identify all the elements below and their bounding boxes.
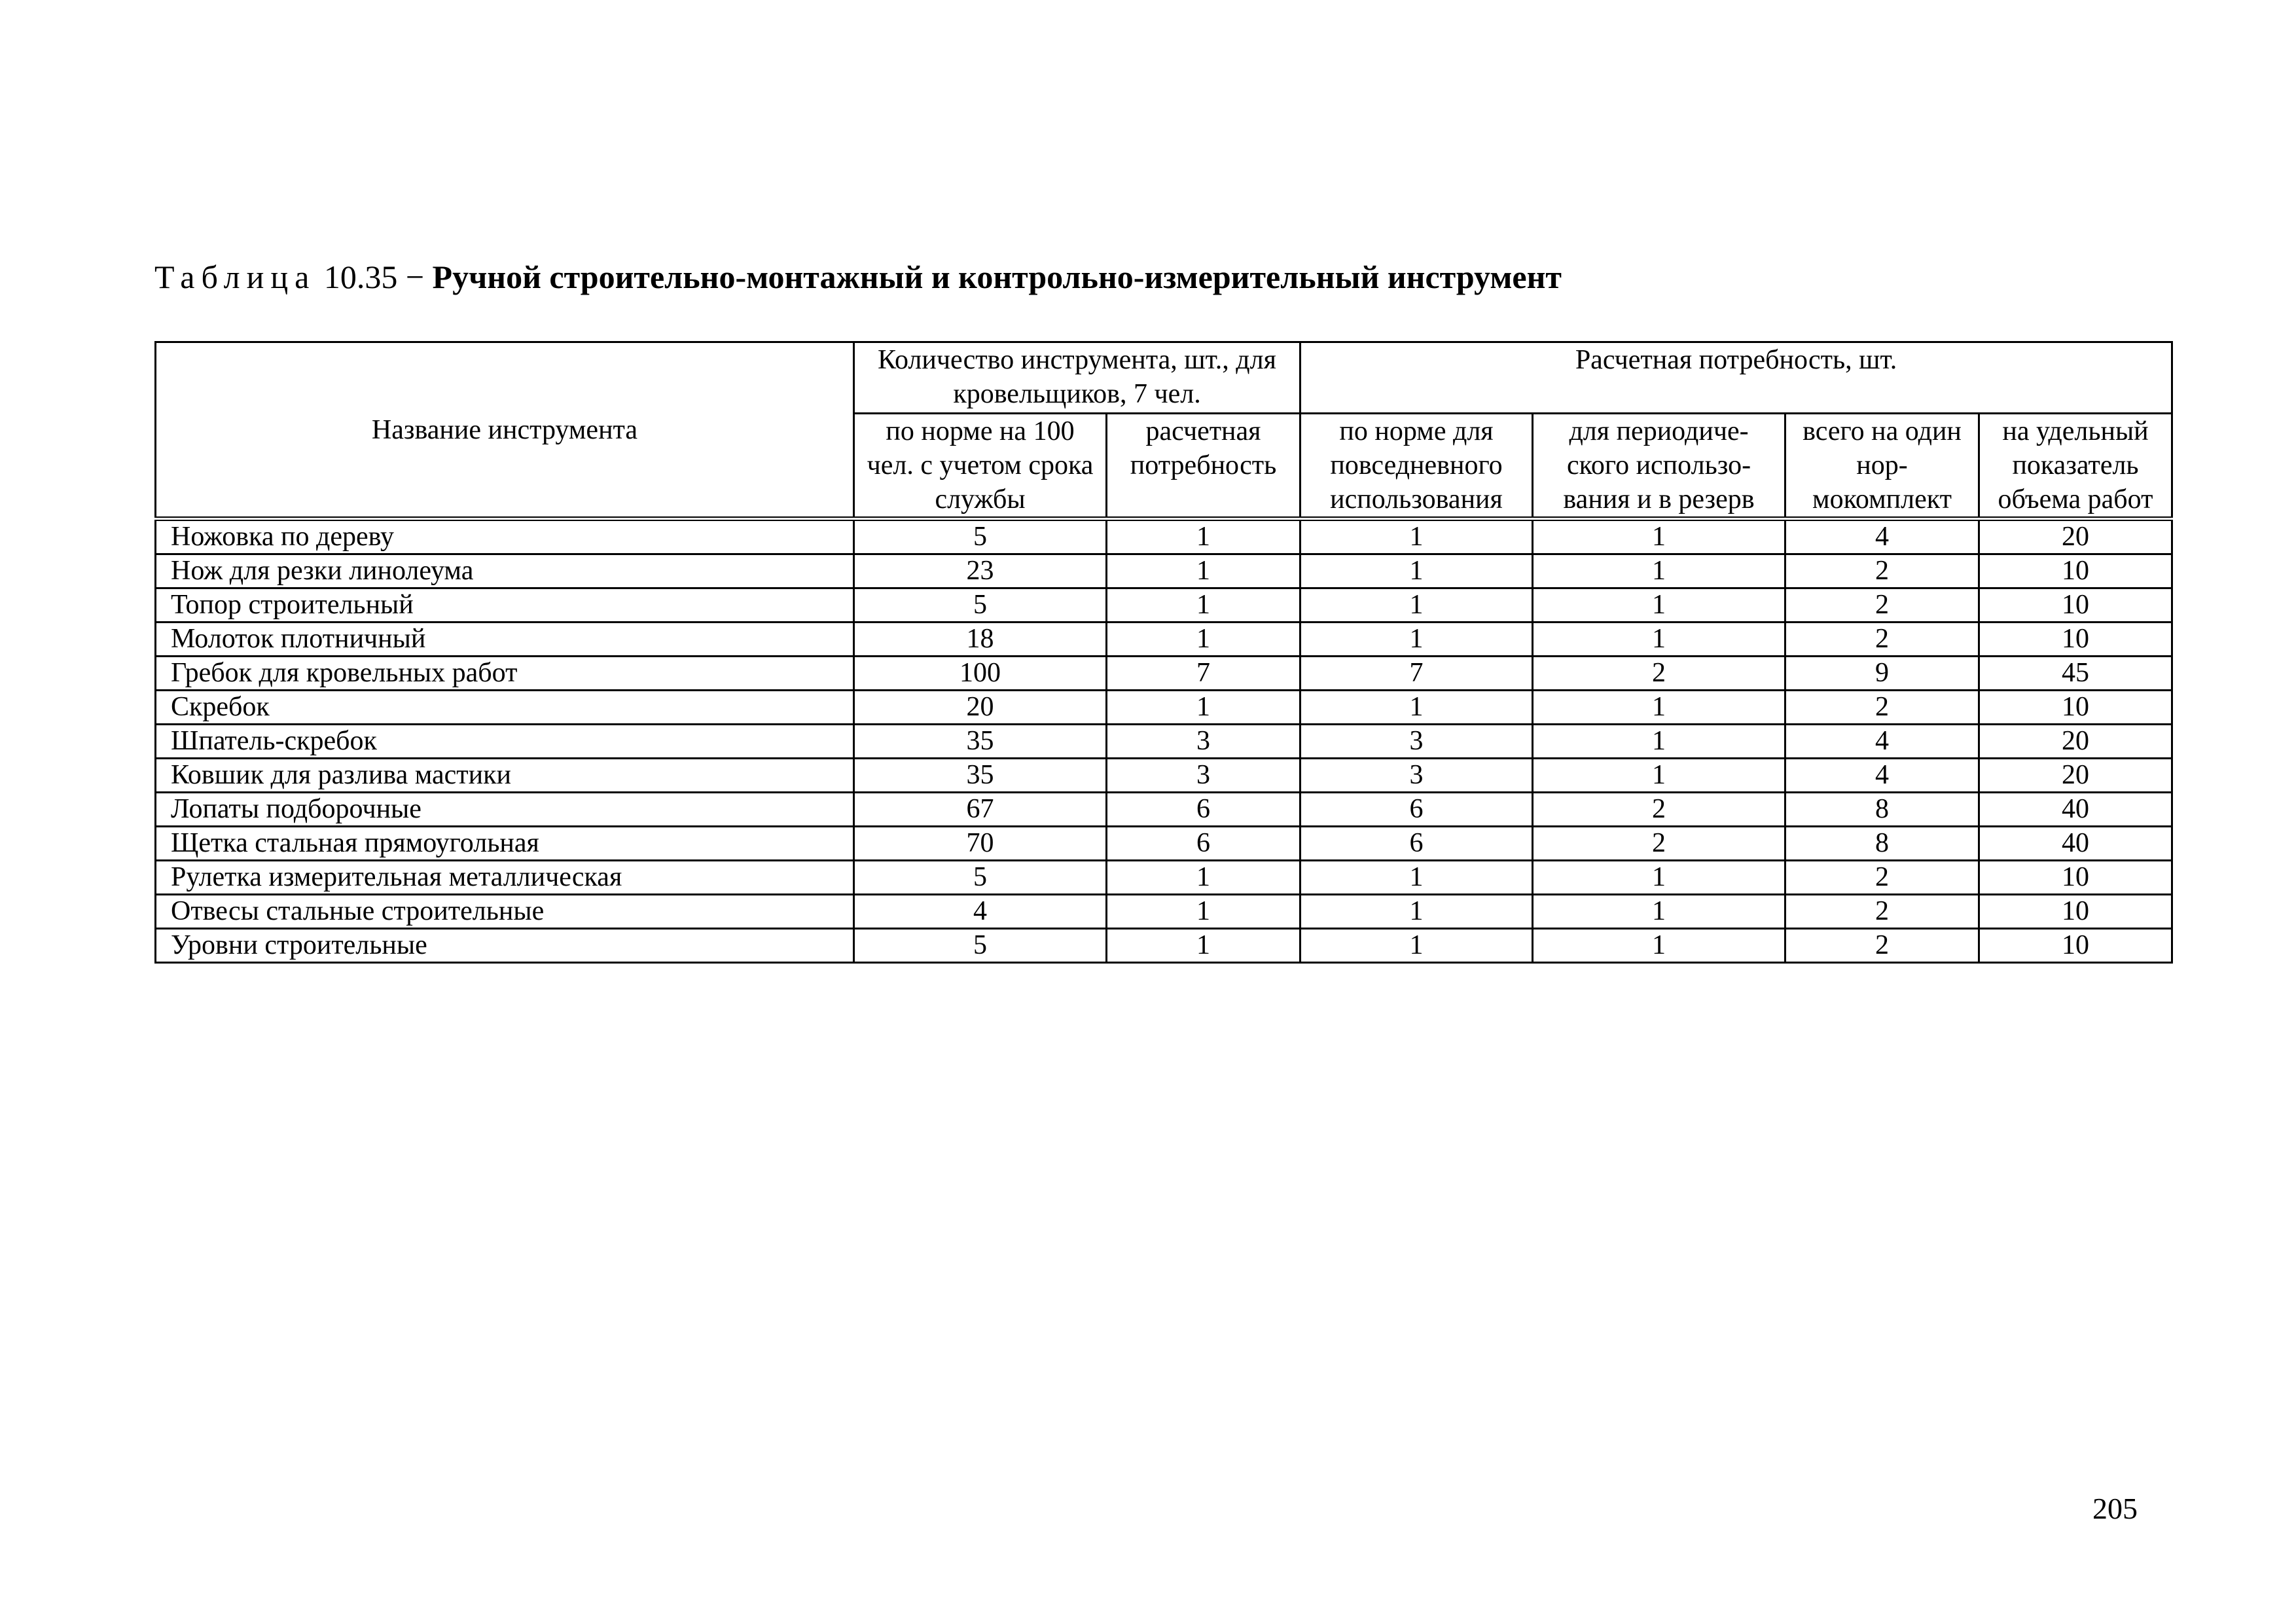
value-cell: 1	[1107, 691, 1300, 725]
tool-name-cell: Топор строительный	[156, 588, 854, 623]
header-total-per-set: всего на один нор-мокомплект	[1785, 414, 1979, 519]
value-cell: 10	[1979, 623, 2172, 657]
tool-name-cell: Шпатель-скребок	[156, 725, 854, 759]
table-caption-title: Ручной строительно-монтажный и контрольно-измерительный инструмент	[432, 259, 1562, 295]
value-cell: 6	[1107, 793, 1300, 827]
value-cell: 4	[1785, 759, 1979, 793]
value-cell: 5	[854, 588, 1107, 623]
table-caption-prefix: Таблица	[154, 259, 316, 295]
table-row	[156, 588, 2172, 623]
value-cell: 2	[1533, 657, 1785, 691]
value-cell: 1	[1300, 691, 1533, 725]
value-cell: 8	[1785, 793, 1979, 827]
value-cell: 2	[1533, 793, 1785, 827]
header-calculated-need: расчетная потребность	[1107, 414, 1300, 519]
value-cell: 10	[1979, 929, 2172, 963]
header-group-quantity: Количество инструмента, шт., для кровельщиков, 7 чел.	[854, 342, 1300, 414]
tool-name-cell: Скребок	[156, 691, 854, 725]
value-cell: 1	[1300, 929, 1533, 963]
value-cell: 9	[1785, 657, 1979, 691]
value-cell: 1	[1300, 519, 1533, 554]
table-row	[156, 827, 2172, 861]
value-cell: 70	[854, 827, 1107, 861]
value-cell: 3	[1300, 759, 1533, 793]
header-daily-use-norm: по норме для повседневного использования	[1300, 414, 1533, 519]
tool-name-cell: Ножовка по дереву	[156, 519, 854, 554]
value-cell: 10	[1979, 861, 2172, 895]
tool-name-cell: Нож для резки линолеума	[156, 554, 854, 588]
value-cell: 6	[1300, 827, 1533, 861]
value-cell: 2	[1785, 588, 1979, 623]
value-cell: 1	[1300, 895, 1533, 929]
table-caption-number: 10.35 −	[323, 259, 425, 295]
table-row	[156, 895, 2172, 929]
value-cell: 10	[1979, 691, 2172, 725]
value-cell: 2	[1785, 861, 1979, 895]
value-cell: 20	[1979, 725, 2172, 759]
value-cell: 1	[1533, 691, 1785, 725]
header-group-estimated-need: Расчетная потребность, шт.	[1300, 342, 2172, 414]
value-cell: 7	[1107, 657, 1300, 691]
value-cell: 1	[1533, 759, 1785, 793]
value-cell: 2	[1785, 554, 1979, 588]
value-cell: 1	[1533, 861, 1785, 895]
value-cell: 6	[1107, 827, 1300, 861]
value-cell: 1	[1107, 554, 1300, 588]
value-cell: 3	[1300, 725, 1533, 759]
value-cell: 1	[1533, 623, 1785, 657]
value-cell: 1	[1533, 895, 1785, 929]
tool-name-cell: Гребок для кровельных работ	[156, 657, 854, 691]
value-cell: 100	[854, 657, 1107, 691]
value-cell: 7	[1300, 657, 1533, 691]
value-cell: 2	[1785, 623, 1979, 657]
table-row	[156, 929, 2172, 963]
tool-name-cell: Молоток плотничный	[156, 623, 854, 657]
value-cell: 2	[1785, 929, 1979, 963]
value-cell: 4	[854, 895, 1107, 929]
table-row	[156, 554, 2172, 588]
value-cell: 1	[1107, 861, 1300, 895]
value-cell: 10	[1979, 588, 2172, 623]
value-cell: 2	[1785, 895, 1979, 929]
table-row	[156, 691, 2172, 725]
value-cell: 4	[1785, 725, 1979, 759]
tool-name-cell: Лопаты подборочные	[156, 793, 854, 827]
value-cell: 20	[854, 691, 1107, 725]
value-cell: 20	[1979, 759, 2172, 793]
tool-name-cell: Щетка стальная прямоугольная	[156, 827, 854, 861]
tool-name-cell: Отвесы стальные строительные	[156, 895, 854, 929]
value-cell: 45	[1979, 657, 2172, 691]
header-per-work-volume: на удельный показатель объема работ	[1979, 414, 2172, 519]
value-cell: 2	[1533, 827, 1785, 861]
header-per-100-norm: по норме на 100 чел. с учетом срока службы	[854, 414, 1107, 519]
value-cell: 8	[1785, 827, 1979, 861]
tool-name-cell: Рулетка измерительная металлическая	[156, 861, 854, 895]
value-cell: 35	[854, 759, 1107, 793]
table-row	[156, 793, 2172, 827]
value-cell: 6	[1300, 793, 1533, 827]
table-row	[156, 759, 2172, 793]
value-cell: 5	[854, 861, 1107, 895]
value-cell: 5	[854, 929, 1107, 963]
tools-table	[154, 341, 2173, 964]
value-cell: 1	[1300, 554, 1533, 588]
value-cell: 1	[1300, 861, 1533, 895]
value-cell: 23	[854, 554, 1107, 588]
value-cell: 1	[1107, 895, 1300, 929]
table-row	[156, 725, 2172, 759]
value-cell: 10	[1979, 895, 2172, 929]
value-cell: 1	[1533, 554, 1785, 588]
table-row	[156, 657, 2172, 691]
value-cell: 1	[1107, 588, 1300, 623]
header-name-column: Название инструмента	[156, 342, 854, 519]
table-row	[156, 861, 2172, 895]
table-caption	[154, 254, 1562, 300]
value-cell: 1	[1533, 588, 1785, 623]
value-cell: 1	[1300, 588, 1533, 623]
value-cell: 40	[1979, 827, 2172, 861]
value-cell: 1	[1107, 929, 1300, 963]
page-number: 205	[2092, 1492, 2138, 1525]
value-cell: 40	[1979, 793, 2172, 827]
table-row	[156, 519, 2172, 554]
value-cell: 1	[1300, 623, 1533, 657]
value-cell: 1	[1533, 929, 1785, 963]
value-cell: 10	[1979, 554, 2172, 588]
value-cell: 18	[854, 623, 1107, 657]
header-periodic-reserve: для периодиче-ского использо-вания и в резерв	[1533, 414, 1785, 519]
value-cell: 3	[1107, 725, 1300, 759]
value-cell: 4	[1785, 519, 1979, 554]
value-cell: 35	[854, 725, 1107, 759]
value-cell: 1	[1107, 623, 1300, 657]
tool-name-cell: Уровни строительные	[156, 929, 854, 963]
value-cell: 20	[1979, 519, 2172, 554]
value-cell: 3	[1107, 759, 1300, 793]
table-row	[156, 623, 2172, 657]
value-cell: 2	[1785, 691, 1979, 725]
value-cell: 67	[854, 793, 1107, 827]
table-header-row	[156, 342, 2172, 414]
tool-name-cell: Ковшик для разлива мастики	[156, 759, 854, 793]
value-cell: 1	[1533, 725, 1785, 759]
value-cell: 1	[1533, 519, 1785, 554]
value-cell: 1	[1107, 519, 1300, 554]
value-cell: 5	[854, 519, 1107, 554]
